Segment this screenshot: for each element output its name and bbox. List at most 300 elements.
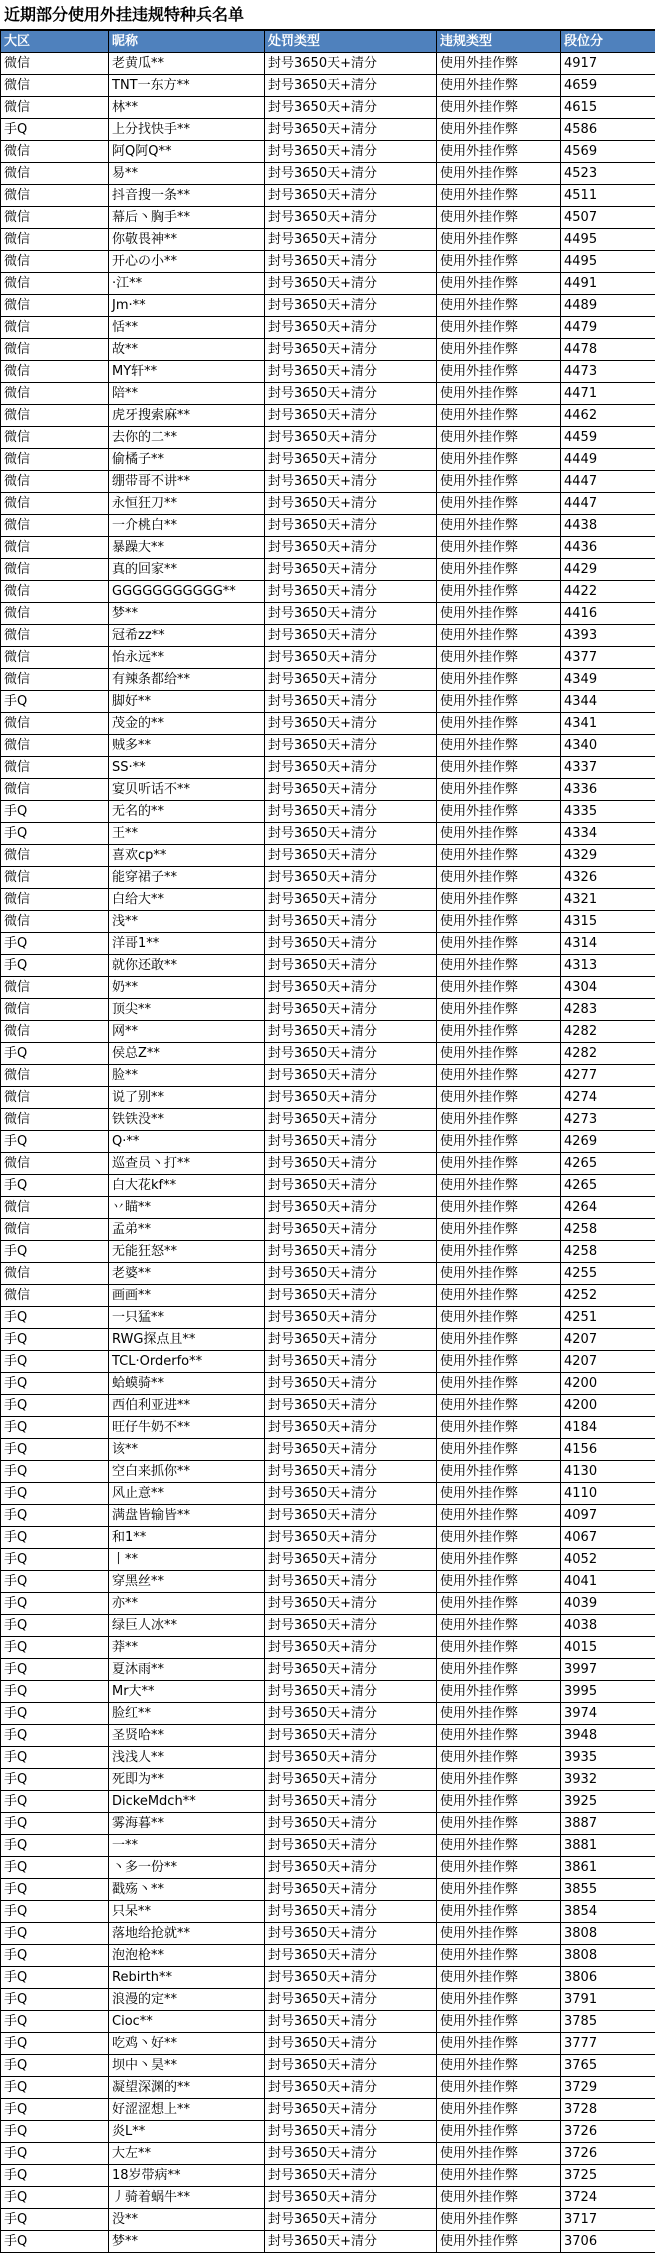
table-row	[1, 1615, 655, 1637]
cell-region: 手Q	[1, 801, 109, 823]
cell-nickname: 茂金的**	[109, 713, 265, 735]
cell-rank-score: 4130	[561, 1461, 655, 1483]
cell-region: 手Q	[1, 1945, 109, 1967]
cell-penalty-type: 封号3650天+清分	[265, 933, 437, 955]
table-row	[1, 1307, 655, 1329]
cell-penalty-type: 封号3650天+清分	[265, 2209, 437, 2231]
cell-rank-score: 3726	[561, 2143, 655, 2165]
cell-rank-score: 3765	[561, 2055, 655, 2077]
cell-violation-type: 使用外挂作弊	[437, 1637, 561, 1659]
cell-rank-score: 4491	[561, 273, 655, 295]
cell-penalty-type: 封号3650天+清分	[265, 537, 437, 559]
cell-nickname: 林**	[109, 97, 265, 119]
cell-rank-score: 4473	[561, 361, 655, 383]
cell-violation-type: 使用外挂作弊	[437, 537, 561, 559]
cell-penalty-type: 封号3650天+清分	[265, 1065, 437, 1087]
cell-violation-type: 使用外挂作弊	[437, 1835, 561, 1857]
cell-rank-score: 4462	[561, 405, 655, 427]
cell-region: 手Q	[1, 1175, 109, 1197]
cell-penalty-type: 封号3650天+清分	[265, 2187, 437, 2209]
cell-region: 手Q	[1, 1373, 109, 1395]
cell-rank-score: 3729	[561, 2077, 655, 2099]
cell-nickname: 炎L**	[109, 2121, 265, 2143]
cell-region: 手Q	[1, 1527, 109, 1549]
table-row	[1, 2209, 655, 2231]
cell-penalty-type: 封号3650天+清分	[265, 119, 437, 141]
table-row	[1, 1483, 655, 1505]
table-row	[1, 273, 655, 295]
cell-rank-score: 4349	[561, 669, 655, 691]
cell-rank-score: 4277	[561, 1065, 655, 1087]
cell-penalty-type: 封号3650天+清分	[265, 2231, 437, 2253]
cell-violation-type: 使用外挂作弊	[437, 669, 561, 691]
cell-region: 微信	[1, 735, 109, 757]
cell-rank-score: 4304	[561, 977, 655, 999]
cell-region: 微信	[1, 779, 109, 801]
cell-nickname: 死即为**	[109, 1769, 265, 1791]
cell-penalty-type: 封号3650天+清分	[265, 801, 437, 823]
cell-region: 手Q	[1, 2209, 109, 2231]
cell-nickname: 你敬畏神**	[109, 229, 265, 251]
cell-penalty-type: 封号3650天+清分	[265, 1153, 437, 1175]
cell-penalty-type: 封号3650天+清分	[265, 1923, 437, 1945]
cell-violation-type: 使用外挂作弊	[437, 1065, 561, 1087]
table-row	[1, 2055, 655, 2077]
cell-nickname: 侯总Z**	[109, 1043, 265, 1065]
table-row	[1, 97, 655, 119]
cell-region: 微信	[1, 537, 109, 559]
table-row	[1, 361, 655, 383]
cell-rank-score: 4336	[561, 779, 655, 801]
cell-violation-type: 使用外挂作弊	[437, 1703, 561, 1725]
cell-region: 微信	[1, 229, 109, 251]
cell-region: 手Q	[1, 1131, 109, 1153]
header-region: 大区	[1, 31, 109, 53]
cell-rank-score: 3717	[561, 2209, 655, 2231]
cell-violation-type: 使用外挂作弊	[437, 141, 561, 163]
cell-penalty-type: 封号3650天+清分	[265, 1461, 437, 1483]
cell-region: 微信	[1, 273, 109, 295]
cell-region: 手Q	[1, 1659, 109, 1681]
table-row	[1, 713, 655, 735]
cell-violation-type: 使用外挂作弊	[437, 2011, 561, 2033]
cell-region: 手Q	[1, 1439, 109, 1461]
cell-violation-type: 使用外挂作弊	[437, 1417, 561, 1439]
cell-violation-type: 使用外挂作弊	[437, 2055, 561, 2077]
header-penalty-type: 处罚类型	[265, 31, 437, 53]
table-row	[1, 977, 655, 999]
cell-violation-type: 使用外挂作弊	[437, 559, 561, 581]
cell-violation-type: 使用外挂作弊	[437, 1989, 561, 2011]
cell-violation-type: 使用外挂作弊	[437, 2121, 561, 2143]
cell-rank-score: 4659	[561, 75, 655, 97]
cell-violation-type: 使用外挂作弊	[437, 1131, 561, 1153]
cell-region: 微信	[1, 559, 109, 581]
table-row	[1, 493, 655, 515]
table-body	[1, 53, 655, 2253]
cell-nickname: 王**	[109, 823, 265, 845]
cell-nickname: 有辣条都给**	[109, 669, 265, 691]
table-row	[1, 1681, 655, 1703]
table-row	[1, 581, 655, 603]
cell-region: 微信	[1, 603, 109, 625]
cell-violation-type: 使用外挂作弊	[437, 75, 561, 97]
table-row	[1, 1197, 655, 1219]
cell-nickname: 去你的二**	[109, 427, 265, 449]
cell-nickname: MY轩**	[109, 361, 265, 383]
cell-violation-type: 使用外挂作弊	[437, 2187, 561, 2209]
cell-rank-score: 4334	[561, 823, 655, 845]
cell-region: 手Q	[1, 2165, 109, 2187]
table-row	[1, 2011, 655, 2033]
cell-penalty-type: 封号3650天+清分	[265, 515, 437, 537]
cell-region: 微信	[1, 449, 109, 471]
cell-nickname: Rebirth**	[109, 1967, 265, 1989]
cell-penalty-type: 封号3650天+清分	[265, 1549, 437, 1571]
cell-nickname: 圣贤哈**	[109, 1725, 265, 1747]
table-row	[1, 2165, 655, 2187]
cell-region: 手Q	[1, 691, 109, 713]
cell-region: 手Q	[1, 1967, 109, 1989]
cell-region: 手Q	[1, 823, 109, 845]
cell-penalty-type: 封号3650天+清分	[265, 1131, 437, 1153]
cell-rank-score: 4341	[561, 713, 655, 735]
cell-rank-score: 4416	[561, 603, 655, 625]
table-row	[1, 2077, 655, 2099]
table-row	[1, 339, 655, 361]
cell-violation-type: 使用外挂作弊	[437, 1659, 561, 1681]
table-row	[1, 735, 655, 757]
cell-violation-type: 使用外挂作弊	[437, 1945, 561, 1967]
cell-penalty-type: 封号3650天+清分	[265, 53, 437, 75]
cell-nickname: 一介桃白**	[109, 515, 265, 537]
cell-region: 手Q	[1, 2231, 109, 2253]
cell-region: 微信	[1, 1263, 109, 1285]
cell-violation-type: 使用外挂作弊	[437, 647, 561, 669]
cell-rank-score: 3925	[561, 1791, 655, 1813]
cell-penalty-type: 封号3650天+清分	[265, 1439, 437, 1461]
cell-rank-score: 3995	[561, 1681, 655, 1703]
cell-region: 手Q	[1, 1923, 109, 1945]
table-row	[1, 185, 655, 207]
cell-rank-score: 3932	[561, 1769, 655, 1791]
sheet-title: 近期部分使用外挂违规特种兵名单	[0, 0, 655, 30]
cell-nickname: 宴贝听话不**	[109, 779, 265, 801]
table-row	[1, 1593, 655, 1615]
cell-nickname: 陪**	[109, 383, 265, 405]
cell-nickname: 亦**	[109, 1593, 265, 1615]
cell-penalty-type: 封号3650天+清分	[265, 669, 437, 691]
cell-violation-type: 使用外挂作弊	[437, 493, 561, 515]
table-row	[1, 75, 655, 97]
cell-nickname: 说了别**	[109, 1087, 265, 1109]
cell-region: 手Q	[1, 1505, 109, 1527]
table-row	[1, 1527, 655, 1549]
cell-region: 手Q	[1, 1703, 109, 1725]
cell-violation-type: 使用外挂作弊	[437, 471, 561, 493]
cell-violation-type: 使用外挂作弊	[437, 1747, 561, 1769]
cell-nickname: 开心の小**	[109, 251, 265, 273]
table-row	[1, 1219, 655, 1241]
cell-nickname: 只呆**	[109, 1901, 265, 1923]
cell-penalty-type: 封号3650天+清分	[265, 1021, 437, 1043]
cell-region: 微信	[1, 163, 109, 185]
cell-penalty-type: 封号3650天+清分	[265, 295, 437, 317]
cell-violation-type: 使用外挂作弊	[437, 977, 561, 999]
cell-penalty-type: 封号3650天+清分	[265, 1725, 437, 1747]
cell-nickname: 白给大**	[109, 889, 265, 911]
cell-penalty-type: 封号3650天+清分	[265, 1945, 437, 1967]
cell-penalty-type: 封号3650天+清分	[265, 1263, 437, 1285]
cell-nickname: 吃鸡丶好**	[109, 2033, 265, 2055]
cell-violation-type: 使用外挂作弊	[437, 603, 561, 625]
cell-penalty-type: 封号3650天+清分	[265, 1879, 437, 1901]
cell-nickname: 白大花kf**	[109, 1175, 265, 1197]
cell-violation-type: 使用外挂作弊	[437, 2099, 561, 2121]
cell-nickname: 脸红**	[109, 1703, 265, 1725]
cell-rank-score: 4265	[561, 1153, 655, 1175]
cell-violation-type: 使用外挂作弊	[437, 1043, 561, 1065]
table-row	[1, 669, 655, 691]
table-row	[1, 537, 655, 559]
cell-penalty-type: 封号3650天+清分	[265, 845, 437, 867]
cell-violation-type: 使用外挂作弊	[437, 1461, 561, 1483]
cell-rank-score: 4313	[561, 955, 655, 977]
cell-nickname: 丿骑着蜗牛**	[109, 2187, 265, 2209]
cell-violation-type: 使用外挂作弊	[437, 1505, 561, 1527]
cell-rank-score: 4422	[561, 581, 655, 603]
cell-region: 微信	[1, 515, 109, 537]
cell-region: 微信	[1, 383, 109, 405]
cell-penalty-type: 封号3650天+清分	[265, 163, 437, 185]
cell-rank-score: 4459	[561, 427, 655, 449]
cell-region: 微信	[1, 845, 109, 867]
cell-violation-type: 使用外挂作弊	[437, 955, 561, 977]
table-row	[1, 229, 655, 251]
cell-rank-score: 4523	[561, 163, 655, 185]
cell-penalty-type: 封号3650天+清分	[265, 713, 437, 735]
cell-nickname: Jm·**	[109, 295, 265, 317]
cell-penalty-type: 封号3650天+清分	[265, 273, 437, 295]
cell-rank-score: 3808	[561, 1945, 655, 1967]
cell-rank-score: 4495	[561, 229, 655, 251]
table-row	[1, 1879, 655, 1901]
cell-nickname: 18岁带病**	[109, 2165, 265, 2187]
cell-nickname: 浅浅人**	[109, 1747, 265, 1769]
table-row	[1, 1901, 655, 1923]
cell-nickname: 梦**	[109, 2231, 265, 2253]
table-row	[1, 295, 655, 317]
cell-penalty-type: 封号3650天+清分	[265, 1593, 437, 1615]
table-row	[1, 1395, 655, 1417]
cell-nickname: 丷瞄**	[109, 1197, 265, 1219]
cell-region: 微信	[1, 185, 109, 207]
cell-nickname: 夏沐雨**	[109, 1659, 265, 1681]
cell-nickname: 恬**	[109, 317, 265, 339]
cell-violation-type: 使用外挂作弊	[437, 1285, 561, 1307]
cell-rank-score: 4110	[561, 1483, 655, 1505]
cell-rank-score: 3881	[561, 1835, 655, 1857]
cell-penalty-type: 封号3650天+清分	[265, 405, 437, 427]
cell-nickname: DickeMdch**	[109, 1791, 265, 1813]
cell-violation-type: 使用外挂作弊	[437, 1901, 561, 1923]
cell-penalty-type: 封号3650天+清分	[265, 317, 437, 339]
cell-region: 微信	[1, 713, 109, 735]
cell-penalty-type: 封号3650天+清分	[265, 1285, 437, 1307]
table-row	[1, 2187, 655, 2209]
cell-rank-score: 3706	[561, 2231, 655, 2253]
cell-penalty-type: 封号3650天+清分	[265, 1571, 437, 1593]
table-row	[1, 1417, 655, 1439]
table-row	[1, 207, 655, 229]
cell-violation-type: 使用外挂作弊	[437, 1681, 561, 1703]
table-row	[1, 1351, 655, 1373]
cell-rank-score: 4067	[561, 1527, 655, 1549]
cell-penalty-type: 封号3650天+清分	[265, 229, 437, 251]
cell-rank-score: 3935	[561, 1747, 655, 1769]
cell-region: 微信	[1, 889, 109, 911]
cell-rank-score: 4314	[561, 933, 655, 955]
cell-penalty-type: 封号3650天+清分	[265, 141, 437, 163]
cell-rank-score: 4495	[561, 251, 655, 273]
cell-rank-score: 4436	[561, 537, 655, 559]
cell-region: 手Q	[1, 1835, 109, 1857]
cell-region: 手Q	[1, 2121, 109, 2143]
cell-violation-type: 使用外挂作弊	[437, 1923, 561, 1945]
cell-rank-score: 4156	[561, 1439, 655, 1461]
cell-nickname: 穿黑丝**	[109, 1571, 265, 1593]
cell-region: 手Q	[1, 1769, 109, 1791]
cell-violation-type: 使用外挂作弊	[437, 1483, 561, 1505]
cell-region: 微信	[1, 999, 109, 1021]
cell-rank-score: 4265	[561, 1175, 655, 1197]
cell-nickname: 大左**	[109, 2143, 265, 2165]
cell-penalty-type: 封号3650天+清分	[265, 823, 437, 845]
cell-rank-score: 3724	[561, 2187, 655, 2209]
table-row	[1, 1373, 655, 1395]
cell-violation-type: 使用外挂作弊	[437, 1813, 561, 1835]
cell-nickname: 该**	[109, 1439, 265, 1461]
cell-nickname: 巡查员丶打**	[109, 1153, 265, 1175]
table-row	[1, 1439, 655, 1461]
cell-violation-type: 使用外挂作弊	[437, 1549, 561, 1571]
cell-rank-score: 4184	[561, 1417, 655, 1439]
cell-penalty-type: 封号3650天+清分	[265, 1505, 437, 1527]
table-row	[1, 2099, 655, 2121]
cell-violation-type: 使用外挂作弊	[437, 383, 561, 405]
cell-nickname: 故**	[109, 339, 265, 361]
cell-violation-type: 使用外挂作弊	[437, 1593, 561, 1615]
table-row	[1, 1703, 655, 1725]
cell-region: 手Q	[1, 2187, 109, 2209]
cell-nickname: 喜欢cp**	[109, 845, 265, 867]
cell-violation-type: 使用外挂作弊	[437, 273, 561, 295]
table-row	[1, 53, 655, 75]
cell-nickname: 冠希zz**	[109, 625, 265, 647]
cell-region: 微信	[1, 911, 109, 933]
cell-penalty-type: 封号3650天+清分	[265, 427, 437, 449]
cell-nickname: 坝中丶昊**	[109, 2055, 265, 2077]
cell-rank-score: 4207	[561, 1351, 655, 1373]
cell-nickname: TCL·Orderfo**	[109, 1351, 265, 1373]
cell-nickname: 丶多一份**	[109, 1857, 265, 1879]
cell-penalty-type: 封号3650天+清分	[265, 1087, 437, 1109]
cell-penalty-type: 封号3650天+清分	[265, 735, 437, 757]
cell-rank-score: 4479	[561, 317, 655, 339]
cell-region: 微信	[1, 207, 109, 229]
cell-violation-type: 使用外挂作弊	[437, 735, 561, 757]
cell-penalty-type: 封号3650天+清分	[265, 1989, 437, 2011]
cell-penalty-type: 封号3650天+清分	[265, 2121, 437, 2143]
table-row	[1, 1659, 655, 1681]
cell-penalty-type: 封号3650天+清分	[265, 2011, 437, 2033]
cell-nickname: 凝望深渊的**	[109, 2077, 265, 2099]
table-row	[1, 1021, 655, 1043]
cell-region: 手Q	[1, 2099, 109, 2121]
cell-penalty-type: 封号3650天+清分	[265, 493, 437, 515]
cell-nickname: 真的回家**	[109, 559, 265, 581]
cell-nickname: 一**	[109, 1835, 265, 1857]
cell-penalty-type: 封号3650天+清分	[265, 339, 437, 361]
cell-region: 手Q	[1, 2033, 109, 2055]
cell-nickname: SS·**	[109, 757, 265, 779]
cell-rank-score: 4393	[561, 625, 655, 647]
cell-violation-type: 使用外挂作弊	[437, 207, 561, 229]
table-row	[1, 1263, 655, 1285]
cell-rank-score: 4282	[561, 1021, 655, 1043]
cell-penalty-type: 封号3650天+清分	[265, 757, 437, 779]
cell-penalty-type: 封号3650天+清分	[265, 1769, 437, 1791]
cell-region: 微信	[1, 339, 109, 361]
cell-region: 手Q	[1, 1329, 109, 1351]
cell-penalty-type: 封号3650天+清分	[265, 581, 437, 603]
cell-rank-score: 4917	[561, 53, 655, 75]
cell-violation-type: 使用外挂作弊	[437, 2033, 561, 2055]
cell-rank-score: 4429	[561, 559, 655, 581]
cell-penalty-type: 封号3650天+清分	[265, 1351, 437, 1373]
cell-nickname: 贼多**	[109, 735, 265, 757]
cell-penalty-type: 封号3650天+清分	[265, 1835, 437, 1857]
cell-rank-score: 4052	[561, 1549, 655, 1571]
cell-nickname: 洋哥1**	[109, 933, 265, 955]
cell-penalty-type: 封号3650天+清分	[265, 449, 437, 471]
cell-nickname: ·江**	[109, 273, 265, 295]
cell-penalty-type: 封号3650天+清分	[265, 867, 437, 889]
table-row	[1, 1549, 655, 1571]
cell-violation-type: 使用外挂作弊	[437, 1175, 561, 1197]
cell-nickname: 空白来抓你**	[109, 1461, 265, 1483]
table-row	[1, 779, 655, 801]
ban-list-table	[0, 30, 655, 2253]
table-row	[1, 427, 655, 449]
cell-nickname: 丨**	[109, 1549, 265, 1571]
table-row	[1, 1087, 655, 1109]
cell-penalty-type: 封号3650天+清分	[265, 2055, 437, 2077]
cell-nickname: 老黄瓜**	[109, 53, 265, 75]
cell-violation-type: 使用外挂作弊	[437, 1769, 561, 1791]
cell-violation-type: 使用外挂作弊	[437, 1329, 561, 1351]
cell-nickname: 铁铁没**	[109, 1109, 265, 1131]
cell-nickname: 能穿裙子**	[109, 867, 265, 889]
cell-penalty-type: 封号3650天+清分	[265, 2165, 437, 2187]
table-row	[1, 2143, 655, 2165]
cell-violation-type: 使用外挂作弊	[437, 2077, 561, 2099]
cell-rank-score: 3974	[561, 1703, 655, 1725]
cell-region: 微信	[1, 581, 109, 603]
cell-nickname: 无名的**	[109, 801, 265, 823]
table-row	[1, 317, 655, 339]
cell-region: 手Q	[1, 1615, 109, 1637]
